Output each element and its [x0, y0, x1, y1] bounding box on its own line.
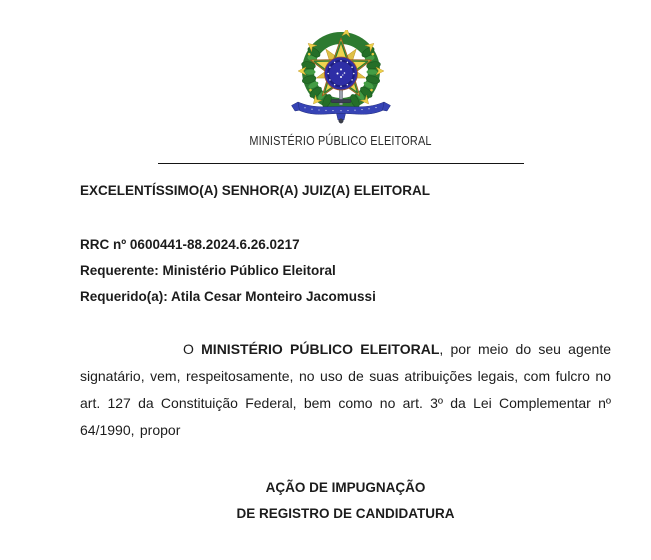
document-header-emblem — [80, 30, 601, 126]
action-title-line2: DE REGISTRO DE CANDIDATURA — [236, 506, 455, 521]
institution-name-text: MINISTÉRIO PÚBLICO ELEITORAL — [249, 133, 432, 148]
institution-name — [80, 134, 601, 148]
action-title-block — [80, 475, 611, 527]
intro-prefix: O — [183, 341, 202, 357]
intro-entity: MINISTÉRIO PÚBLICO ELEITORAL — [201, 341, 440, 357]
action-title-line1: AÇÃO DE IMPUGNAÇÃO — [265, 480, 426, 495]
case-requerente-line: Requerente: Ministério Público Eleitoral — [80, 263, 336, 278]
header-divider — [158, 163, 524, 164]
intro-paragraph — [80, 336, 611, 444]
case-number-line: RRC nº 0600441-88.2024.6.26.0217 — [80, 237, 300, 252]
intro-text: , por meio do seu agente signatário, vem, respeitosamente, no uso de suas atribuições legais, com fulcro no art. 127 da Constituição Federal, bem como no art. 3º da Lei Complementar nº 64/1990, propor — [80, 341, 612, 438]
case-requerido-line: Requerido(a): Atila Cesar Monteiro Jacomussi — [80, 289, 376, 304]
brazil-coat-of-arms-icon — [285, 30, 397, 126]
addressee-line: EXCELENTÍSSIMO(A) SENHOR(A) JUIZ(A) ELEITORAL — [80, 183, 431, 198]
case-info-block — [80, 232, 611, 310]
